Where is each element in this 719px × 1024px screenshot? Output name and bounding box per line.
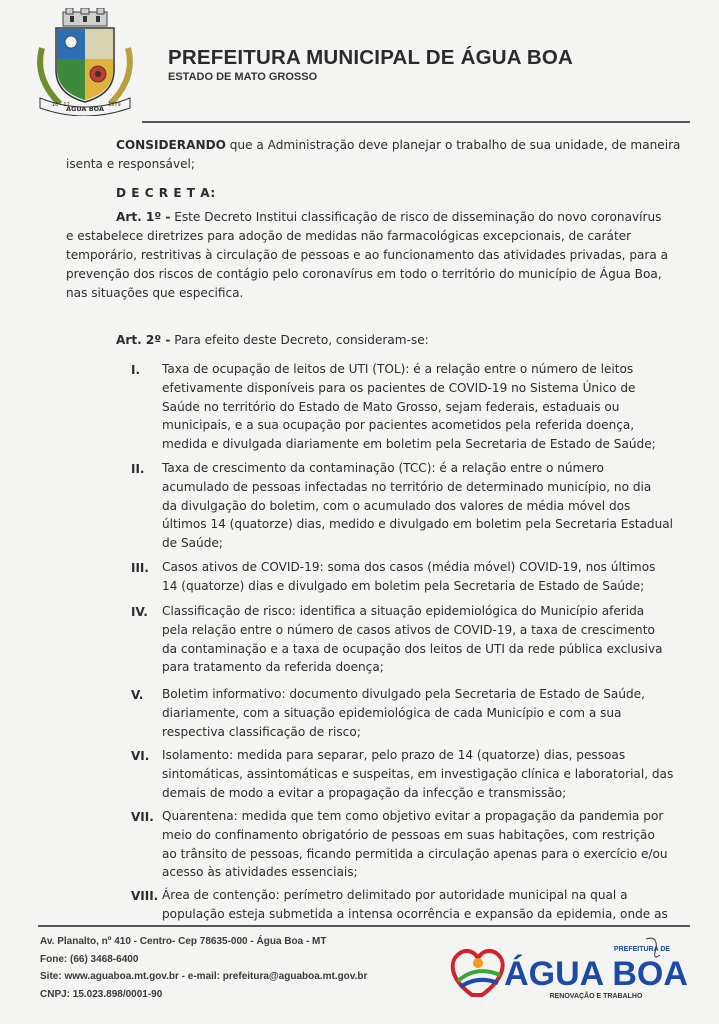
item-line: demais de modo a evitar a propagação da infecção e transmissão; (162, 785, 567, 800)
item-line: municipais, e a sua ocupação por pacientes acometidos pela referida doença, (162, 418, 635, 433)
item-line: respectiva classificação de risco; (162, 724, 361, 739)
logo-name: ÁGUA BOA (504, 955, 688, 993)
item-line: acesso às atividades essenciais; (162, 865, 358, 880)
crest-ribbon-left: 16 - 12 (52, 102, 70, 108)
agua-boa-logo-icon (446, 935, 696, 1007)
item-line: Área de contenção: perímetro delimitado por autoridade municipal na qual a (162, 888, 628, 902)
considerando-line-1: que a Administração deve planejar o trabalho de sua unidade, de maneira (225, 138, 681, 152)
item-line: Saúde no território do Estado de Mato Grosso, sejam federais, estaduais ou (162, 399, 620, 414)
considerando-line-2: isenta e responsável; (66, 157, 195, 171)
item-line: pela relação entre o número de casos ativos de COVID-19, a taxa de crescimento (162, 622, 655, 637)
footer-cnpj: CNPJ: 15.023.898/0001-90 (40, 989, 163, 1000)
item-line: acumulado de pessoas infectadas no território de determinado município, no dia (162, 479, 652, 494)
header-title: PREFEITURA MUNICIPAL DE ÁGUA BOA (168, 46, 574, 69)
item-text (162, 746, 674, 802)
item-line: Taxa de crescimento da contaminação (TCC): é a relação entre o número (162, 461, 604, 475)
item-line: Isolamento: medida para separar, pelo prazo de 14 (quatorze) dias, pessoas (162, 748, 626, 762)
item-line: medida e divulgada diariamente em boletim pela Secretaria de Estado de Saúde; (162, 437, 656, 452)
logo-tagline: RENOVAÇÃO E TRABALHO (549, 993, 643, 1000)
item-line: diariamente, com a situação epidemiológica de cada Município e com a sua (162, 705, 622, 720)
item-number: II. (131, 462, 145, 476)
item-line: efetivamente disponíveis para os pacientes de COVID-19 no Sistema Único de (162, 380, 636, 395)
item-line: Quarentena: medida que tem como objetivo evitar a propagação da pandemia por (162, 809, 664, 823)
item-line: Casos ativos de COVID-19: soma dos casos (média móvel) COVID-19, nos últimos (162, 560, 656, 574)
item-line: sintomáticas, assintomáticas e suspeitas, em investigação clínica e laboratorial, das (162, 766, 674, 781)
item-text (162, 807, 668, 882)
art1-label: Art. 1º - (116, 210, 171, 224)
art1-line-4: prevenção dos riscos de contágio pelo coronavírus em todo o território do município de Água Boa, (66, 267, 662, 281)
item-number: I. (131, 363, 141, 377)
header-divider (142, 121, 690, 123)
item-line: Classificação de risco: identifica a situação epidemiológica do Município aferida (162, 604, 645, 618)
item-number: III. (131, 561, 149, 575)
crest-ribbon-text: ÁGUA BOA (65, 105, 105, 113)
considerando-lead: CONSIDERANDO (116, 138, 226, 152)
item-line: para tratamento da referida doença; (162, 660, 384, 675)
footer-address: Av. Planalto, nº 410 - Centro- Cep 78635-000 - Água Boa - MT (40, 936, 327, 947)
art1-line-5: nas situações que especifica. (66, 286, 244, 300)
art1-line-3: temporário, restritivas à circulação de pessoas e ao funcionamento das atividades privadas, para a (66, 248, 669, 262)
municipal-crest-icon (30, 8, 140, 116)
considerando-paragraph (66, 136, 681, 174)
art2-label: Art. 2º - (116, 333, 171, 347)
item-line: população esteja submetida a intensa ocorrência e expansão da epidemia, onde as (162, 906, 668, 921)
header-subtitle: ESTADO DE MATO GROSSO (168, 71, 318, 83)
crest-ribbon-right: 1979 (108, 102, 121, 108)
item-line: ao trânsito de pessoas, ficando permitida a circulação apenas para o exercício e/ou (162, 846, 668, 861)
item-text (162, 602, 663, 677)
item-line: últimos 14 (quatorze) dias, medido e divulgado em boletim pela Secretaria Estadual (162, 517, 674, 532)
item-line: Taxa de ocupação de leitos de UTI (TOL): é a relação entre o número de leitos (162, 362, 634, 376)
decreta-heading: D E C R E T A: (116, 186, 216, 200)
item-number: VI. (131, 749, 150, 763)
item-text (162, 685, 652, 741)
item-line: 14 (quatorze) dias e divulgado em boletim pela Secretaria de Estado de Saúde; (162, 578, 645, 593)
footer-divider (38, 925, 690, 927)
logo-prefix: PREFEITURA DE (613, 946, 671, 953)
item-text (162, 459, 674, 553)
art1-line-2: e estabelece diretrizes para adoção de medidas não farmacológicas excepcionais, de caráter (66, 229, 632, 243)
item-number: V. (131, 688, 144, 702)
footer-site: Site: www.aguaboa.mt.gov.br - e-mail: prefeitura@aguaboa.mt.gov.br (40, 971, 368, 982)
item-number: IV. (131, 605, 148, 619)
item-number: VII. (131, 810, 154, 824)
art2-paragraph (66, 331, 656, 350)
art1-line-1: Este Decreto Institui classificação de risco de disseminação do novo coronavírus (170, 210, 662, 224)
item-line: de Saúde; (162, 536, 223, 551)
item-line: da divulgação do boletim, com o acumulado dos valores de média móvel dos (162, 498, 631, 513)
item-text (162, 886, 668, 924)
art1-paragraph (66, 208, 669, 303)
item-line: da contaminação e a taxa de ocupação dos leitos de UTI da rede pública exclusiva (162, 641, 663, 656)
item-number: VIII. (131, 889, 159, 903)
item-line: meio do confinamento obrigatório de pessoas em suas habitações, com restrição (162, 827, 655, 842)
footer-phone: Fone: (66) 3468-6400 (40, 954, 139, 965)
item-line: Boletim informativo: documento divulgado pela Secretaria de Estado de Saúde, (162, 687, 645, 701)
item-text (162, 360, 656, 454)
art2-text: Para efeito deste Decreto, consideram-se: (170, 333, 429, 347)
item-text (162, 558, 656, 596)
